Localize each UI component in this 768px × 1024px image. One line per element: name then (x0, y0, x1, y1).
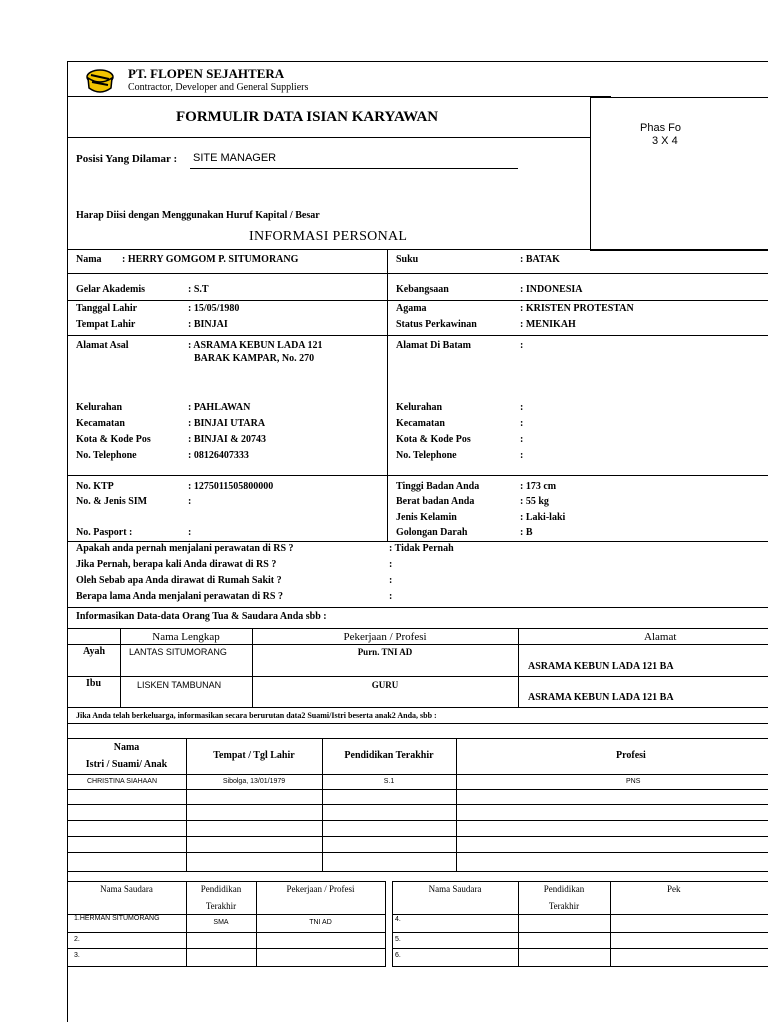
value-alamat-batam[interactable]: : (520, 340, 524, 351)
parents-ayah-job[interactable]: Purn. TNI AD (357, 647, 413, 657)
health-question-1: Apakah anda pernah menjalani perawatan di RS ? (76, 543, 294, 554)
family-col-ttl: Tempat / Tgl Lahir (213, 750, 295, 761)
label-kota: Kota & Kode Pos (76, 434, 151, 445)
parents-ayah-name[interactable]: LANTAS SITUMORANG (129, 647, 227, 657)
value-kecamatan-batam[interactable]: : (520, 418, 524, 429)
value-kota-batam[interactable]: : (520, 434, 524, 445)
value-kebangsaan[interactable]: : INDONESIA (520, 284, 583, 295)
value-paspor[interactable]: : (188, 527, 192, 538)
value-berat[interactable]: : 55 kg (520, 496, 549, 507)
siblings-col-edu-right: Pendidikan (543, 884, 585, 894)
value-tinggi[interactable]: : 173 cm (520, 481, 557, 492)
label-telephone: No. Telephone (76, 450, 137, 461)
siblings-col-name-right: Nama Saudara (428, 884, 482, 894)
health-answer-3[interactable]: : (389, 575, 393, 586)
label-kecamatan: Kecamatan (76, 418, 125, 429)
siblings-col-edu-sub-right: Terakhir (548, 901, 580, 911)
parents-ibu-address[interactable]: ASRAMA KEBUN LADA 121 BA (528, 692, 674, 703)
company-name: PT. FLOPEN SEJAHTERA (128, 66, 285, 81)
parents-intro: Informasikan Data-data Orang Tua & Saudara Anda sbb : (76, 611, 327, 622)
label-kecamatan-batam: Kecamatan (396, 418, 445, 429)
label-golongan-darah: Golongan Darah (396, 527, 468, 538)
parents-ayah-address[interactable]: ASRAMA KEBUN LADA 121 BA (528, 661, 674, 672)
health-question-2: Jika Pernah, berapa kali Anda dirawat di RS ? (76, 559, 277, 570)
parents-ibu-name[interactable]: LISKEN TAMBUNAN (137, 680, 222, 690)
value-alamat-asal-2[interactable]: BARAK KAMPAR, No. 270 (194, 353, 315, 364)
siblings-col-job-right: Pek (667, 884, 681, 894)
family-col-job: Profesi (616, 750, 646, 761)
position-value[interactable]: SITE MANAGER (193, 152, 277, 164)
label-kelurahan: Kelurahan (76, 402, 123, 413)
siblings-col-edu: Pendidikan (200, 884, 242, 894)
siblings-row6[interactable]: 6. (395, 952, 401, 959)
section-title-personal: INFORMASI PERSONAL (249, 229, 408, 244)
siblings-row3[interactable]: 3. (74, 952, 80, 959)
label-suku: Suku (396, 254, 419, 265)
health-answer-4[interactable]: : (389, 591, 393, 602)
value-kota[interactable]: : BINJAI & 20743 (188, 434, 267, 445)
parents-ibu-label: Ibu (86, 678, 102, 689)
form-title: FORMULIR DATA ISIAN KARYAWAN (176, 109, 439, 125)
label-status: Status Perkawinan (396, 319, 477, 330)
value-kelurahan[interactable]: : PAHLAWAN (188, 402, 251, 413)
value-kelurahan-batam[interactable]: : (520, 402, 524, 413)
label-berat: Berat badan Anda (396, 496, 475, 507)
value-suku[interactable]: : BATAK (520, 254, 560, 265)
health-question-4: Berapa lama Anda menjalani perawatan di RS ? (76, 591, 283, 602)
photo-label: Phas Fo (640, 122, 681, 134)
label-alamat-batam: Alamat Di Batam (396, 340, 471, 351)
family-row1-name[interactable]: CHRISTINA SIAHAAN (87, 778, 158, 785)
health-answer-1[interactable]: : Tidak Pernah (389, 543, 454, 554)
label-kelurahan-batam: Kelurahan (396, 402, 443, 413)
label-tanggal-lahir: Tanggal Lahir (76, 303, 138, 314)
position-label: Posisi Yang Dilamar : (76, 153, 178, 165)
label-tempat-lahir: Tempat Lahir (76, 319, 136, 330)
family-intro: Jika Anda telah berkeluarga, informasikan secara berurutan data2 Suami/Istri beserta anak2 Anda, sbb : (76, 711, 437, 720)
instruction-text: Harap Diisi dengan Menggunakan Huruf Kapital / Besar (76, 210, 320, 221)
health-question-3: Oleh Sebab apa Anda dirawat di Rumah Sakit ? (76, 575, 282, 586)
label-kebangsaan: Kebangsaan (396, 284, 449, 295)
siblings-row2[interactable]: 2. (74, 936, 80, 943)
photo-box (590, 97, 768, 251)
label-ktp: No. KTP (76, 481, 114, 492)
health-answer-2[interactable]: : (389, 559, 393, 570)
label-tinggi: Tinggi Badan Anda (396, 481, 480, 492)
siblings-col-name: Nama Saudara (100, 884, 153, 894)
parents-ibu-job[interactable]: GURU (371, 680, 399, 690)
siblings-row4[interactable]: 4. (395, 916, 401, 923)
label-nama: Nama (76, 254, 102, 265)
value-tanggal-lahir[interactable]: : 15/05/1980 (188, 303, 240, 314)
value-sim[interactable]: : (188, 496, 192, 507)
parents-col-address: Alamat (644, 631, 677, 643)
siblings-row1-edu[interactable]: SMA (213, 919, 229, 926)
siblings-row1-job[interactable]: TNI AD (309, 919, 332, 926)
value-alamat-asal[interactable]: : ASRAMA KEBUN LADA 121 (188, 340, 323, 351)
value-gelar[interactable]: : S.T (188, 284, 209, 295)
value-ktp[interactable]: : 1275011505800000 (188, 481, 274, 492)
parents-col-name: Nama Lengkap (152, 631, 220, 643)
label-paspor: No. Pasport : (76, 527, 133, 538)
value-jenis-kelamin[interactable]: : Laki-laki (520, 512, 566, 523)
parents-col-job: Pekerjaan / Profesi (343, 631, 427, 643)
value-agama[interactable]: : KRISTEN PROTESTAN (520, 303, 634, 314)
siblings-col-edu-sub: Terakhir (205, 901, 237, 911)
label-jenis-kelamin: Jenis Kelamin (396, 512, 457, 523)
value-telephone-batam[interactable]: : (520, 450, 524, 461)
label-sim: No. & Jenis SIM (76, 496, 148, 507)
family-row1-job[interactable]: PNS (626, 778, 641, 785)
siblings-row5[interactable]: 5. (395, 936, 401, 943)
value-golongan-darah[interactable]: : B (520, 527, 533, 538)
label-gelar: Gelar Akademis (76, 284, 145, 295)
family-col-name-sub: Istri / Suami/ Anak (85, 759, 168, 770)
company-logo-icon (84, 66, 116, 98)
family-row1-ttl[interactable]: Sibolga, 13/01/1979 (222, 778, 286, 785)
siblings-col-job: Pekerjaan / Profesi (286, 884, 355, 894)
value-nama[interactable]: : HERRY GOMGOM P. SITUMORANG (122, 254, 299, 265)
label-telephone-batam: No. Telephone (396, 450, 457, 461)
photo-size: 3 X 4 (652, 135, 678, 147)
family-col-name: Nama (113, 742, 140, 753)
parents-ayah-label: Ayah (83, 646, 106, 657)
family-col-edu: Pendidikan Terakhir (344, 750, 434, 761)
value-kecamatan[interactable]: : BINJAI UTARA (188, 418, 266, 429)
value-tempat-lahir[interactable]: : BINJAI (188, 319, 228, 330)
family-row1-edu[interactable]: S.1 (383, 778, 395, 785)
siblings-row1[interactable]: 1.HERMAN SITUMORANG (74, 915, 160, 922)
value-status[interactable]: : MENIKAH (520, 319, 576, 330)
label-agama: Agama (396, 303, 427, 314)
value-telephone[interactable]: : 08126407333 (188, 450, 249, 461)
label-kota-batam: Kota & Kode Pos (396, 434, 471, 445)
label-alamat-asal: Alamat Asal (76, 340, 129, 351)
company-tagline: Contractor, Developer and General Suppliers (128, 82, 309, 93)
